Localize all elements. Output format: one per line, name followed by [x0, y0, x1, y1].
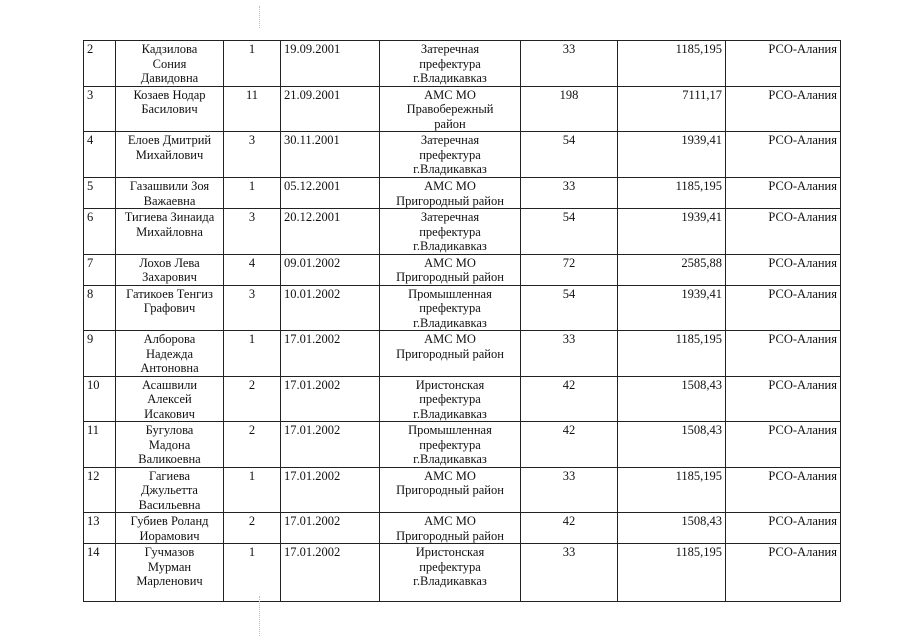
family-count: 2 [248, 514, 256, 528]
issuing-organization-line: Промышленная [408, 286, 492, 301]
registration-date-cell [281, 132, 380, 178]
area-value: 42 [562, 377, 576, 392]
registration-date-cell [281, 285, 380, 331]
registration-date-cell [281, 376, 380, 422]
registration-date: 05.12.2001 [284, 179, 341, 193]
registration-date: 20.12.2001 [284, 210, 341, 224]
row-number-cell [84, 178, 116, 209]
table-row [84, 331, 841, 377]
person-name-cell [116, 544, 224, 602]
region-name-cell [726, 544, 841, 602]
person-name-line: Мурман [147, 559, 192, 574]
row-number: 9 [87, 332, 94, 346]
area-value-cell [521, 178, 618, 209]
issuing-organization-cell [380, 544, 521, 602]
person-name-line: Михайлович [135, 147, 204, 162]
region-name-cell [726, 467, 841, 513]
region-name: РСО-Алания [768, 42, 837, 56]
amount-value-cell [618, 544, 726, 602]
region-name-cell [726, 285, 841, 331]
area-value: 42 [562, 423, 576, 437]
person-name-line: Алексей [147, 392, 192, 406]
family-count-cell [224, 86, 281, 132]
region-name: РСО-Алания [768, 286, 837, 301]
issuing-organization-cell [380, 513, 521, 544]
region-name: РСО-Алания [768, 377, 837, 392]
table-row [84, 285, 841, 331]
issuing-organization-cell [380, 331, 521, 377]
region-name: РСО-Алания [768, 133, 837, 147]
amount-value: 1939,41 [681, 210, 722, 224]
person-name-line: Кадзилова [141, 42, 198, 56]
registration-date-cell [281, 254, 380, 285]
issuing-organization-line: АМС МО [424, 179, 476, 193]
issuing-organization-cell [380, 254, 521, 285]
row-number-cell [84, 422, 116, 468]
issuing-organization-line: Пригородный район [396, 270, 504, 284]
issuing-organization-line: АМС МО [424, 468, 476, 483]
amount-value: 1185,195 [675, 468, 722, 483]
issuing-organization-line: г.Владикавказ [413, 574, 487, 588]
region-name-cell [726, 376, 841, 422]
family-count-cell [224, 544, 281, 602]
row-number: 13 [87, 514, 100, 528]
family-count-cell [224, 178, 281, 209]
area-value-cell [521, 254, 618, 285]
person-name-line: Захарович [142, 270, 197, 284]
registration-date-cell [281, 178, 380, 209]
registration-date-cell [281, 422, 380, 468]
amount-value-cell [618, 254, 726, 285]
area-value-cell [521, 41, 618, 87]
amount-value: 1939,41 [681, 286, 722, 301]
area-value: 33 [562, 545, 576, 559]
person-name-cell [116, 41, 224, 87]
amount-value-cell [618, 86, 726, 132]
table-row [84, 513, 841, 544]
issuing-organization-line: Иристонская [415, 377, 485, 392]
row-number-cell [84, 331, 116, 377]
issuing-organization-cell [380, 376, 521, 422]
person-name-line: Алборова [143, 332, 196, 346]
issuing-organization-line: Иристонская [415, 545, 485, 559]
table-row [84, 422, 841, 468]
family-count-cell [224, 285, 281, 331]
row-number: 7 [87, 255, 94, 270]
registration-date: 17.01.2002 [284, 545, 341, 559]
person-name-line: Губиев Роланд [130, 514, 209, 528]
row-number-cell [84, 544, 116, 602]
region-name: РСО-Алания [768, 87, 837, 102]
issuing-organization-line: префектура [419, 56, 481, 71]
person-name-line: Мадона [148, 437, 191, 452]
issuing-organization-line: г.Владикавказ [413, 239, 487, 253]
registration-date: 17.01.2002 [284, 423, 341, 437]
issuing-organization-line: г.Владикавказ [413, 452, 487, 466]
family-count-cell [224, 254, 281, 285]
issuing-organization-line: г.Владикавказ [413, 315, 487, 330]
registration-date: 09.01.2002 [284, 255, 341, 270]
issuing-organization-line: префектура [419, 559, 481, 574]
person-name-cell [116, 467, 224, 513]
row-number-cell [84, 513, 116, 544]
person-name-line: Давидовна [140, 71, 199, 85]
family-count: 3 [248, 133, 256, 147]
area-value: 33 [562, 332, 576, 346]
row-number: 4 [87, 133, 94, 147]
row-number-cell [84, 285, 116, 331]
issuing-organization-line: г.Владикавказ [413, 162, 487, 176]
person-name-line: Антоновна [140, 361, 199, 375]
area-value-cell [521, 467, 618, 513]
person-name-line: Гагиева [148, 468, 191, 483]
amount-value-cell [618, 41, 726, 87]
person-name-line: Васильевна [138, 497, 201, 512]
issuing-organization-line: АМС МО [424, 514, 476, 528]
family-count: 2 [248, 377, 256, 392]
row-number: 12 [87, 468, 100, 483]
issuing-organization-line: префектура [419, 437, 481, 452]
registration-date: 17.01.2002 [284, 332, 341, 346]
area-value-cell [521, 132, 618, 178]
person-name-cell [116, 285, 224, 331]
issuing-organization-cell [380, 86, 521, 132]
family-count-cell [224, 41, 281, 87]
person-name-line: Исакович [144, 406, 195, 421]
region-name-cell [726, 178, 841, 209]
person-name-cell [116, 209, 224, 255]
row-number: 8 [87, 286, 94, 301]
family-count-cell [224, 132, 281, 178]
family-count: 1 [248, 42, 256, 56]
row-number: 2 [87, 42, 94, 56]
person-name-cell [116, 331, 224, 377]
table-row [84, 544, 841, 602]
issuing-organization-cell [380, 178, 521, 209]
row-number-cell [84, 376, 116, 422]
issuing-organization-line: префектура [419, 392, 481, 406]
region-name-cell [726, 422, 841, 468]
row-number-cell [84, 41, 116, 87]
region-name-cell [726, 254, 841, 285]
issuing-organization-line: Затеречная [420, 133, 480, 147]
person-name-line: Марленович [136, 574, 203, 588]
scan-artifact-line [259, 596, 261, 636]
person-name-line: Надежда [145, 346, 194, 361]
person-name-line: Графович [143, 301, 196, 315]
registration-date-cell [281, 467, 380, 513]
issuing-organization-cell [380, 467, 521, 513]
area-value: 54 [562, 286, 576, 301]
family-count: 11 [245, 87, 259, 102]
region-name: РСО-Алания [768, 423, 837, 437]
region-name-cell [726, 513, 841, 544]
region-name: РСО-Алания [768, 514, 837, 528]
issuing-organization-line: Пригородный район [396, 528, 504, 543]
registration-date: 30.11.2001 [284, 133, 340, 147]
person-name-line: Елоев Дмитрий [127, 133, 212, 147]
person-name-cell [116, 86, 224, 132]
row-number: 11 [87, 423, 100, 437]
registration-date-cell [281, 513, 380, 544]
issuing-organization-line: префектура [419, 147, 481, 162]
amount-value-cell [618, 376, 726, 422]
issuing-organization-cell [380, 285, 521, 331]
family-count: 1 [248, 468, 256, 483]
person-name-line: Джульетта [141, 483, 198, 497]
family-count-cell [224, 376, 281, 422]
amount-value: 2585,88 [681, 255, 722, 270]
registration-date-cell [281, 544, 380, 602]
amount-value-cell [618, 331, 726, 377]
person-name-line: Гатикоев Тенгиз [126, 286, 213, 301]
area-value: 42 [562, 514, 576, 528]
person-name-line: Гучмазов [144, 545, 195, 559]
issuing-organization-line: Затеречная [420, 42, 480, 56]
family-count-cell [224, 513, 281, 544]
region-name: РСО-Алания [768, 332, 837, 346]
registry-table-body [84, 41, 841, 602]
registration-date-cell [281, 331, 380, 377]
scan-artifact-line [259, 6, 261, 28]
registration-date-cell [281, 41, 380, 87]
row-number-cell [84, 132, 116, 178]
area-value: 198 [559, 87, 579, 102]
issuing-organization-cell [380, 41, 521, 87]
registration-date-cell [281, 209, 380, 255]
person-name-line: Асашвили [141, 377, 198, 392]
amount-value-cell [618, 422, 726, 468]
family-count: 2 [248, 423, 256, 437]
person-name-line: Газашвили Зоя [129, 179, 210, 193]
area-value-cell [521, 285, 618, 331]
issuing-organization-cell [380, 132, 521, 178]
issuing-organization-line: АМС МО [424, 87, 476, 102]
amount-value: 1185,195 [675, 545, 722, 559]
row-number: 6 [87, 210, 94, 224]
person-name-line: Басилович [141, 102, 198, 116]
registration-date: 17.01.2002 [284, 468, 341, 483]
issuing-organization-line: Промышленная [408, 423, 492, 437]
area-value: 54 [562, 133, 576, 147]
table-row [84, 467, 841, 513]
registration-date: 17.01.2002 [284, 377, 341, 392]
issuing-organization-line: АМС МО [424, 255, 476, 270]
amount-value-cell [618, 132, 726, 178]
issuing-organization-line: Пригородный район [396, 483, 504, 497]
registration-date: 10.01.2002 [284, 286, 341, 301]
family-count: 3 [248, 210, 256, 224]
amount-value-cell [618, 467, 726, 513]
area-value: 72 [562, 255, 576, 270]
region-name-cell [726, 209, 841, 255]
table-row [84, 41, 841, 87]
row-number: 10 [87, 377, 100, 392]
registration-date: 19.09.2001 [284, 42, 341, 56]
region-name-cell [726, 86, 841, 132]
row-number-cell [84, 467, 116, 513]
issuing-organization-line: Затеречная [420, 210, 480, 224]
amount-value: 1185,195 [675, 42, 722, 56]
issuing-organization-cell [380, 422, 521, 468]
table-row [84, 178, 841, 209]
family-count-cell [224, 331, 281, 377]
region-name-cell [726, 41, 841, 87]
family-count-cell [224, 422, 281, 468]
amount-value: 1185,195 [675, 332, 722, 346]
family-count: 3 [248, 286, 256, 301]
person-name-line: Лохов Лева [139, 255, 200, 270]
issuing-organization-line: г.Владикавказ [413, 71, 487, 85]
person-name-cell [116, 513, 224, 544]
table-row [84, 86, 841, 132]
row-number-cell [84, 209, 116, 255]
area-value: 33 [562, 179, 576, 193]
issuing-organization-line: Пригородный район [396, 346, 504, 361]
person-name-line: Михайловна [136, 224, 203, 239]
family-count-cell [224, 209, 281, 255]
row-number: 3 [87, 87, 94, 102]
area-value-cell [521, 544, 618, 602]
area-value: 33 [562, 468, 576, 483]
region-name: РСО-Алания [768, 468, 837, 483]
person-name-cell [116, 376, 224, 422]
issuing-organization-line: Пригородный район [396, 193, 504, 208]
region-name-cell [726, 331, 841, 377]
area-value-cell [521, 331, 618, 377]
table-row [84, 376, 841, 422]
amount-value: 1508,43 [681, 514, 722, 528]
region-name: РСО-Алания [768, 210, 837, 224]
person-name-cell [116, 254, 224, 285]
amount-value-cell [618, 209, 726, 255]
person-name-line: Иорамович [139, 528, 200, 543]
region-name: РСО-Алания [768, 545, 837, 559]
table-row [84, 254, 841, 285]
amount-value: 1185,195 [675, 179, 722, 193]
registration-date-cell [281, 86, 380, 132]
row-number: 14 [87, 545, 100, 559]
family-count: 1 [248, 545, 256, 559]
area-value-cell [521, 513, 618, 544]
area-value: 54 [562, 210, 576, 224]
person-name-line: Козаев Нодар [133, 87, 206, 102]
person-name-cell [116, 422, 224, 468]
issuing-organization-line: АМС МО [424, 332, 476, 346]
region-name: РСО-Алания [768, 255, 837, 270]
person-name-line: Важаевна [143, 193, 196, 208]
family-count-cell [224, 467, 281, 513]
table-row [84, 132, 841, 178]
region-name: РСО-Алания [768, 179, 837, 193]
row-number-cell [84, 86, 116, 132]
issuing-organization-line: г.Владикавказ [413, 406, 487, 421]
area-value-cell [521, 209, 618, 255]
region-name-cell [726, 132, 841, 178]
issuing-organization-line: Правобережный [406, 102, 494, 116]
issuing-organization-line: префектура [419, 301, 481, 315]
family-count: 1 [248, 179, 256, 193]
person-name-line: Тигиева Зинаида [124, 210, 215, 224]
person-name-cell [116, 178, 224, 209]
area-value: 33 [562, 42, 576, 56]
amount-value-cell [618, 285, 726, 331]
amount-value-cell [618, 178, 726, 209]
person-name-line: Валикоевна [138, 452, 201, 466]
issuing-organization-line: район [434, 116, 466, 131]
amount-value: 7111,17 [682, 87, 722, 102]
family-count: 4 [248, 255, 256, 270]
issuing-organization-line: префектура [419, 224, 481, 239]
amount-value-cell [618, 513, 726, 544]
issuing-organization-cell [380, 209, 521, 255]
registry-table [83, 40, 841, 602]
amount-value: 1508,43 [681, 423, 722, 437]
area-value-cell [521, 376, 618, 422]
area-value-cell [521, 86, 618, 132]
amount-value: 1508,43 [681, 377, 722, 392]
person-name-cell [116, 132, 224, 178]
amount-value: 1939,41 [681, 133, 722, 147]
table-row [84, 209, 841, 255]
row-number: 5 [87, 179, 94, 193]
family-count: 1 [248, 332, 256, 346]
person-name-line: Сония [152, 56, 187, 71]
registration-date: 21.09.2001 [284, 87, 341, 102]
row-number-cell [84, 254, 116, 285]
registration-date: 17.01.2002 [284, 514, 341, 528]
person-name-line: Бугулова [145, 423, 194, 437]
area-value-cell [521, 422, 618, 468]
